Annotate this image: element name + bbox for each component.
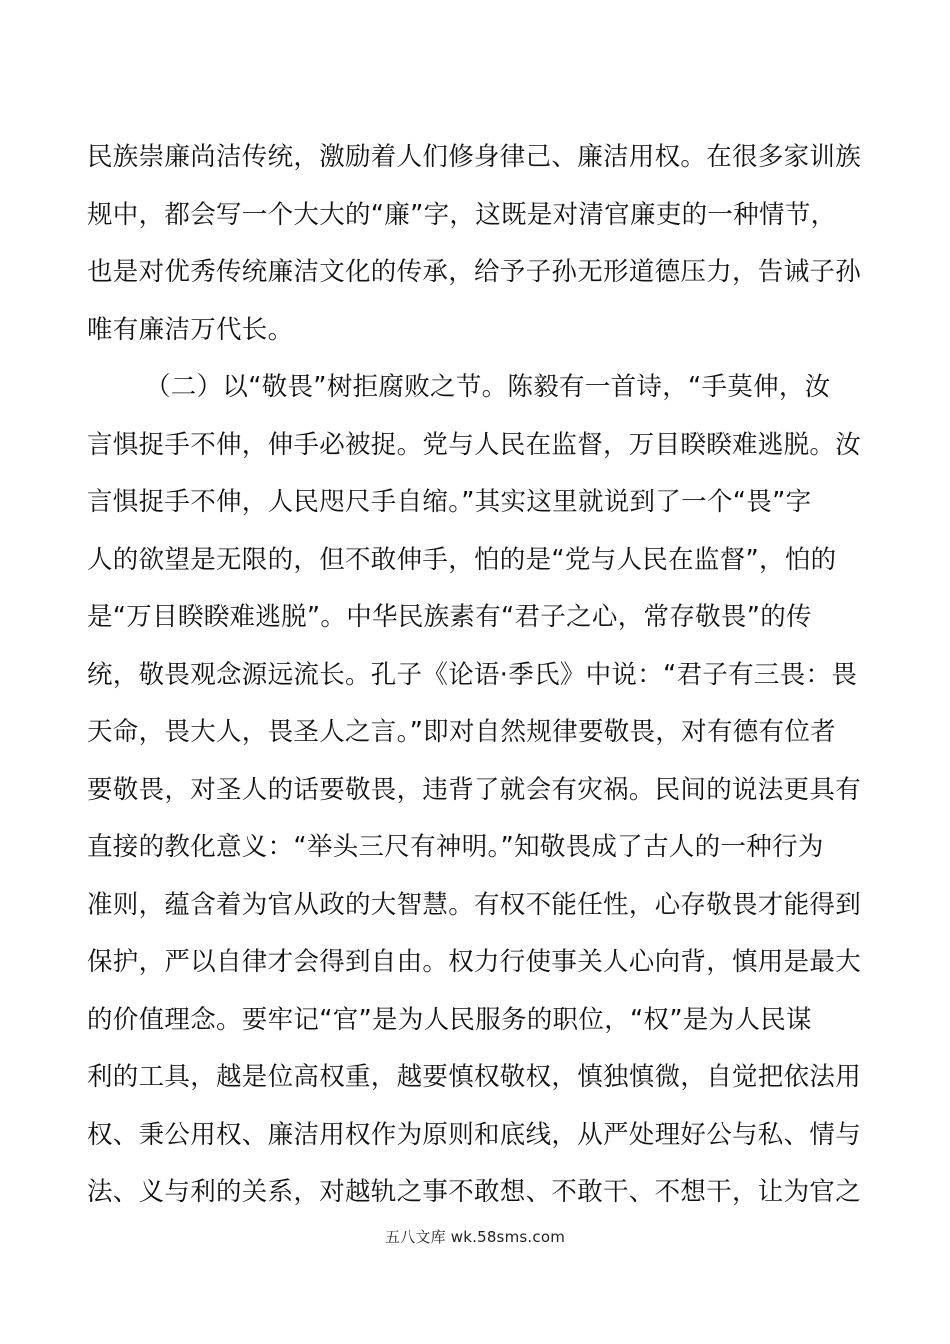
text-line: 要敬畏，对圣人的话要敬畏，违背了就会有灾祸。民间的说法更具有 <box>87 774 862 805</box>
text-line: 统，敬畏观念源远流长。孔子《论语·季氏》中说：“君子有三畏：畏 <box>87 659 858 690</box>
text-line: 利的工具，越是位高权重，越要慎权敬权，慎独慎微，自觉把依法用 <box>87 1062 862 1092</box>
text-line: 规中，都会写一个大大的“廉”字，这既是对清官廉吏的一种情节， <box>87 199 837 230</box>
text-line: 言惧捉手不伸，伸手必被捉。党与人民在监督，万目睽睽难逃脱。汝 <box>87 429 862 460</box>
text-line: 人的欲望是无限的，但不敢伸手，怕的是“党与人民在监督”，怕的 <box>87 544 837 575</box>
text-line: 是“万目睽睽难逃脱”。中华民族素有“君子之心，常存敬畏”的传 <box>87 602 812 632</box>
page-footer: 五八文库 wk.58sms.com <box>384 1228 566 1246</box>
text-line: 权、秉公用权、廉洁用权作为原则和底线，从严处理好公与私、情与 <box>87 1119 862 1150</box>
text-line: 的价值理念。要牢记“官”是为人民服务的职位，“权”是为人民谋 <box>87 1004 812 1035</box>
body-text <box>87 129 867 1222</box>
text-line: 准则，蕴含着为官从政的大智慧。有权不能任性，心存敬畏才能得到 <box>87 889 862 920</box>
text-line: 唯有廉洁万代长。 <box>87 314 294 345</box>
text-line: 直接的教化意义：“举头三尺有神明。”知敬畏成了古人的一种行为 <box>87 832 824 862</box>
text-line: 也是对优秀传统廉洁文化的传承，给予子孙无形道德压力，告诫子孙 <box>87 257 862 287</box>
text-line: 法、义与利的关系，对越轨之事不敢想、不敢干、不想干，让为官之 <box>87 1177 862 1207</box>
text-line: 天命，畏大人，畏圣人之言。”即对自然规律要敬畏，对有德有位者 <box>87 717 836 747</box>
text-line: 民族崇廉尚洁传统，激励着人们修身律己、廉洁用权。在很多家训族 <box>87 142 862 172</box>
text-line: 保护，严以自律才会得到自由。权力行使事关人心向背，慎用是最大 <box>87 947 862 977</box>
section-heading-line: （二）以“敬畏”树拒腐败之节。陈毅有一首诗，“手莫伸，汝 <box>145 372 831 402</box>
text-line: 言惧捉手不伸，人民咫尺手自缩。”其实这里就说到了一个“畏”字 <box>87 487 812 517</box>
